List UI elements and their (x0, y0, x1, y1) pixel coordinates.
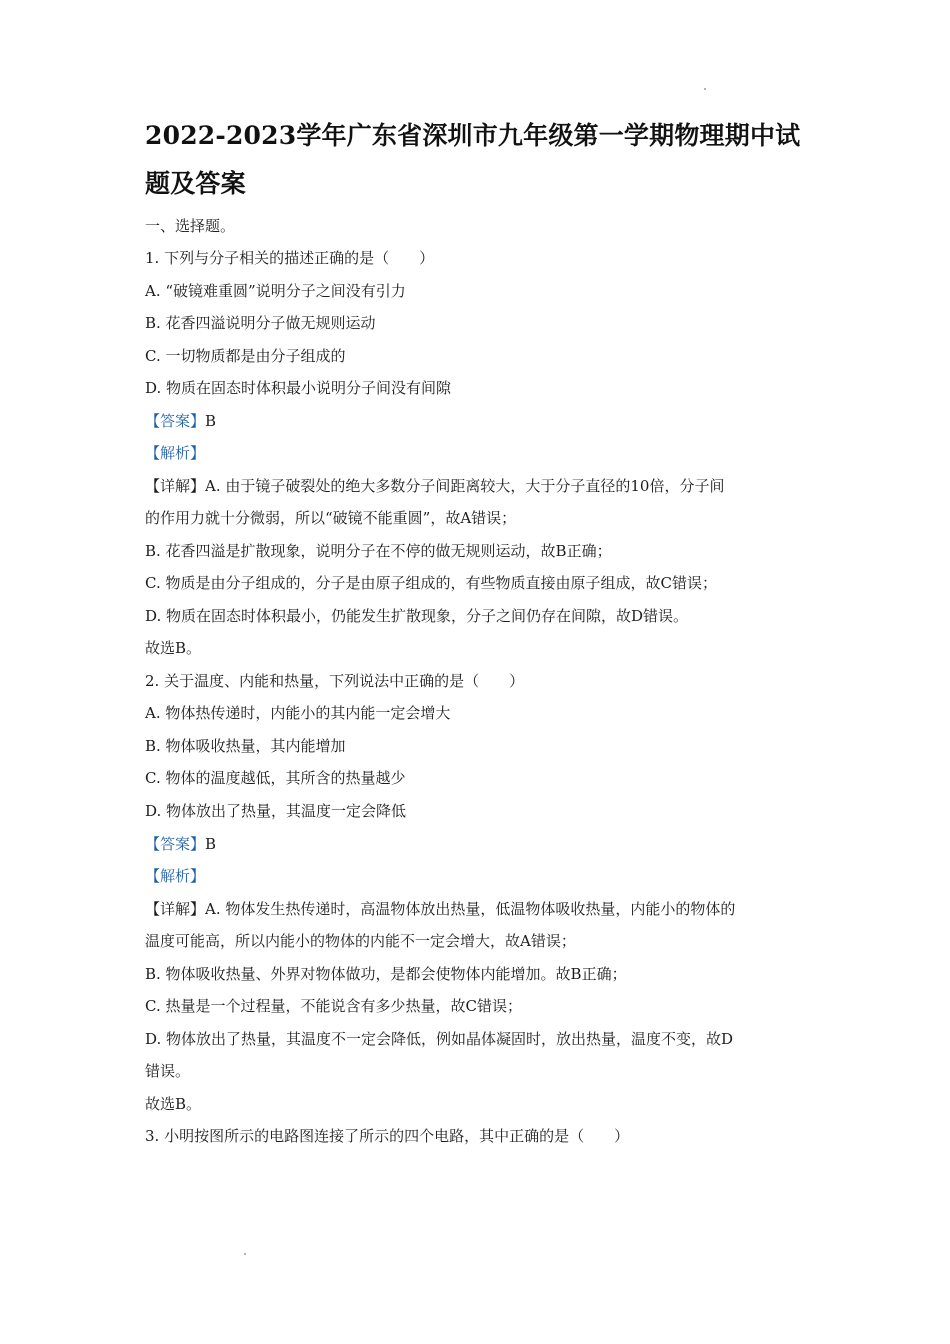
question-1-analysis (145, 443, 205, 463)
question-2-detail-1: 【详解】A. 物体发生热传递时，高温物体放出热量，低温物体吸收热量，内能小的物体的 (145, 900, 736, 918)
question-2-choice: 故选B。 (145, 1095, 202, 1113)
section-heading: 一、选择题。 (145, 217, 236, 235)
detail-tag: 【详解】 (145, 477, 206, 495)
answer-tag: 【答案】 (145, 835, 206, 853)
question-2-option-a: A. 物体热传递时，内能小的其内能一定会增大 (145, 704, 451, 722)
question-1-option-b: B. 花香四溢说明分子做无规则运动 (145, 314, 376, 332)
question-1-stem: 1. 下列与分子相关的描述正确的是（ ） (145, 249, 435, 267)
question-1-detail-3: B. 花香四溢是扩散现象，说明分子在不停的做无规则运动，故B正确； (145, 542, 612, 560)
question-2-option-c: C. 物体的温度越低，其所含的热量越少 (145, 769, 406, 787)
analysis-tag: 【解析】 (145, 867, 206, 885)
question-2-option-d: D. 物体放出了热量，其温度一定会降低 (145, 802, 407, 820)
question-1-option-c: C. 一切物质都是由分子组成的 (145, 347, 346, 365)
detail-tag: 【详解】 (145, 900, 206, 918)
question-2-detail-6: 错误。 (145, 1062, 191, 1080)
document-title: 2022-2023学年广东省深圳市九年级第一学期物理期中试题及答案 (145, 121, 801, 198)
question-1-detail-5: D. 物质在固态时体积最小，仍能发生扩散现象，分子之间仍存在间隙，故D错误。 (145, 607, 689, 625)
answer-tag: 【答案】 (145, 412, 206, 430)
answer-value: B (205, 835, 217, 853)
question-1-answer (145, 411, 216, 431)
question-2-stem: 2. 关于温度、内能和热量，下列说法中正确的是（ ） (145, 672, 525, 690)
question-2-option-b: B. 物体吸收热量，其内能增加 (145, 737, 346, 755)
question-1-option-d: D. 物质在固态时体积最小说明分子间没有间隙 (145, 379, 452, 397)
question-1-detail-2: 的作用力就十分微弱，所以“破镜不能重圆”，故A错误； (145, 509, 517, 527)
question-2-analysis (145, 866, 205, 886)
question-2-detail-4: C. 热量是一个过程量，不能说含有多少热量，故C错误； (145, 997, 522, 1015)
answer-value: B (205, 412, 217, 430)
question-2-detail-3: B. 物体吸收热量、外界对物体做功，是都会使物体内能增加。故B正确； (145, 965, 627, 983)
footer-dot (244, 1253, 246, 1255)
question-1-choice: 故选B。 (145, 639, 202, 657)
question-3-stem: 3. 小明按图所示的电路图连接了所示的四个电路，其中正确的是（ ） (145, 1127, 630, 1145)
question-2-detail-5: D. 物体放出了热量，其温度不一定会降低，例如晶体凝固时，放出热量，温度不变，故D (145, 1030, 734, 1048)
corner-dot (704, 88, 706, 90)
question-1-detail-4: C. 物质是由分子组成的，分子是由原子组成的，有些物质直接由原子组成，故C错误； (145, 574, 717, 592)
question-1-detail-1: 【详解】A. 由于镜子破裂处的绝大多数分子间距离较大，大于分子直径的10倍，分子间 (145, 477, 725, 495)
question-2-answer (145, 834, 216, 854)
analysis-tag: 【解析】 (145, 444, 206, 462)
question-1-option-a: A. “破镜难重圆”说明分子之间没有引力 (145, 282, 406, 300)
question-2-detail-2: 温度可能高，所以内能小的物体的内能不一定会增大，故A错误； (145, 932, 576, 950)
